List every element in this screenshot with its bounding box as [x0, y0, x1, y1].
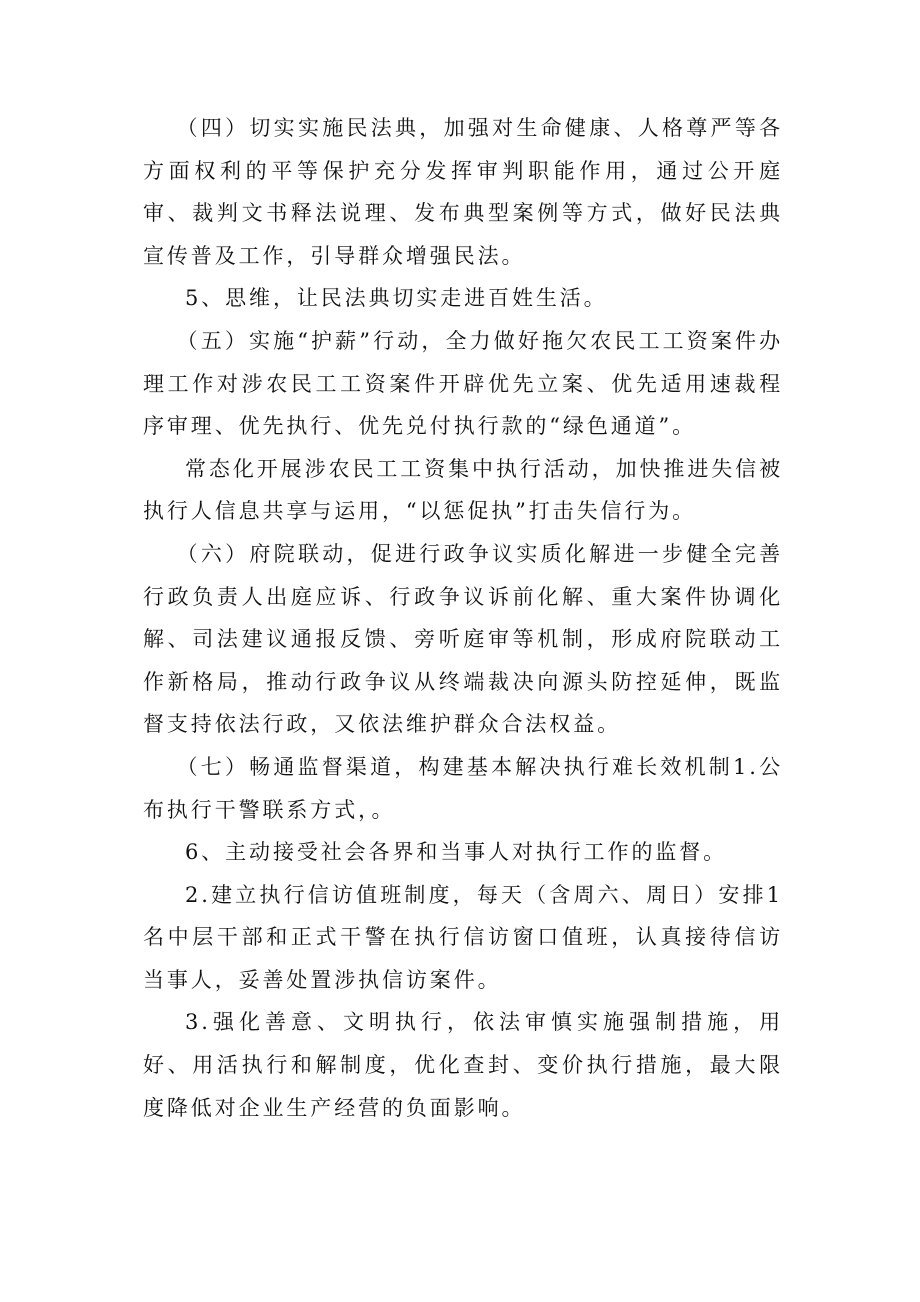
document-body: [143, 107, 783, 1129]
paragraph-section-7: （七）畅通监督渠道，构建基本解决执行难长效机制1.公布执行干警联系方式，。: [143, 754, 783, 822]
paragraph-section-4: （四）切实实施民法典，加强对生命健康、人格尊严等各方面权利的平等保护充分发挥审判职能作用，通过公开庭审、裁判文书释法说理、发布典型案例等方式，做好民法典宣传普及工作，引导群众增强民法。: [143, 116, 783, 268]
paragraph-item-2: 2.建立执行信访值班制度，每天（含周六、周日）安排1名中层干部和正式干警在执行信访窗口值班，认真接待信访当事人，妥善处置涉执信访案件。: [143, 882, 783, 992]
paragraph-section-5: （五）实施“护薪”行动，全力做好拖欠农民工工资案件办理工作对涉农民工工资案件开辟优先立案、优先适用速裁程序审理、优先执行、优先兑付执行款的“绿色通道”。: [143, 328, 783, 439]
paragraph-normalized-execution: 常态化开展涉农民工工资集中执行活动，加快推进失信被执行人信息共享与运用，“以惩促执”打击失信行为。: [143, 456, 783, 524]
paragraph-section-6: （六）府院联动，促进行政争议实质化解进一步健全完善行政负责人出庭应诉、行政争议诉前化解、重大案件协调化解、司法建议通报反馈、旁听庭审等机制，形成府院联动工作新格局，推动行政争议从终端裁决向源头防控延伸，既监督支持依法行政，又依法维护群众合法权益。: [143, 541, 783, 737]
paragraph-item-3: 3.强化善意、文明执行，依法审慎实施强制措施，用好、用活执行和解制度，优化查封、变价执行措施，最大限度降低对企业生产经营的负面影响。: [143, 1010, 783, 1120]
paragraph-item-6: 6、主动接受社会各界和当事人对执行工作的监督。: [185, 840, 728, 865]
paragraph-item-5: 5、思维，让民法典切实走进百姓生活。: [185, 286, 608, 311]
